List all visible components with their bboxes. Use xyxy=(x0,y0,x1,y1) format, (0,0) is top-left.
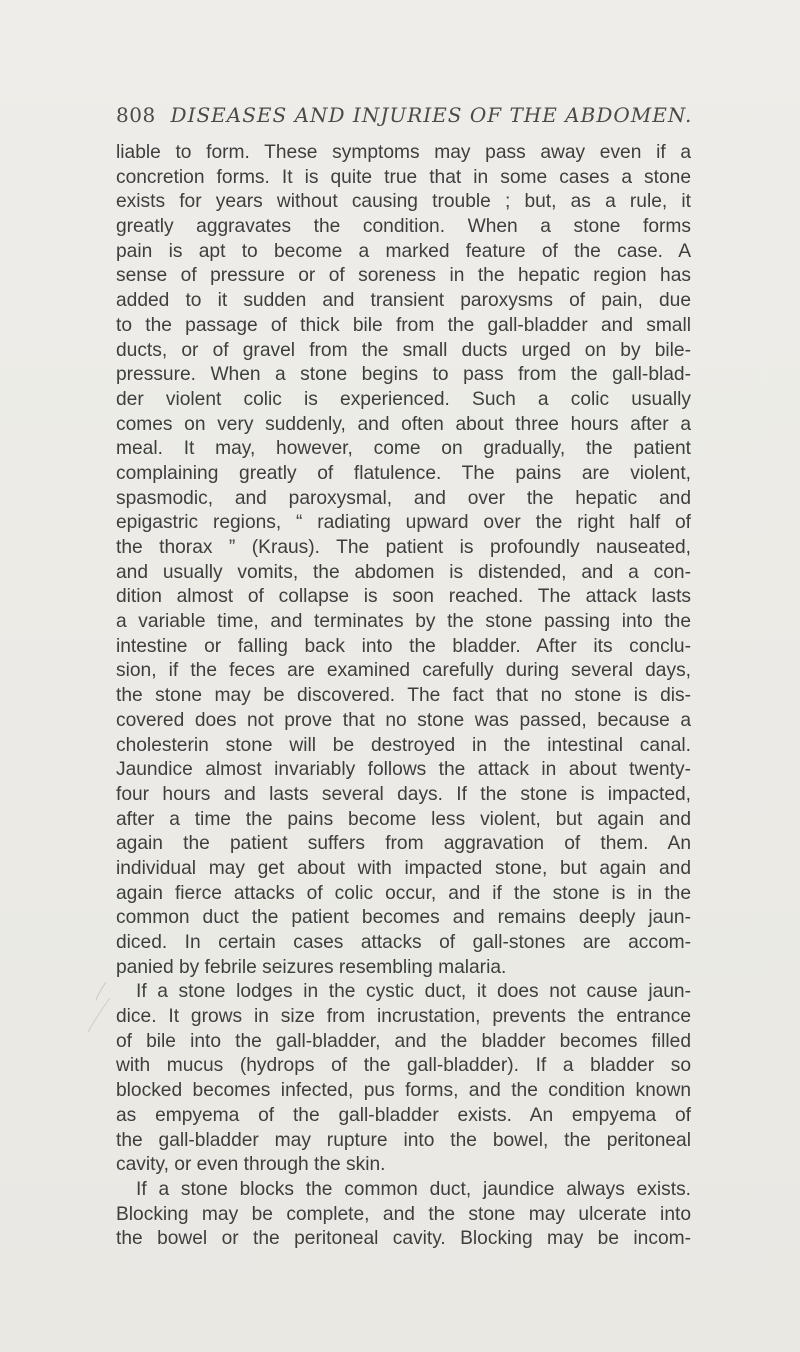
text-line: the gall-bladder may rupture into the bowel, the peritoneal xyxy=(116,1129,691,1151)
text-line: the thorax ” (Kraus). The patient is profoundly nauseated, xyxy=(116,537,691,558)
text-line: diced. In certain cases attacks of gall-stones are accom- xyxy=(116,932,691,953)
text-line: complaining greatly of flatulence. The pains are violent, xyxy=(116,462,691,484)
text-line: meal. It may, however, come on gradually, the patient xyxy=(116,438,691,460)
text-line: dice. It grows in size from incrustation, prevents the entrance xyxy=(116,1006,691,1028)
text-line: pressure. When a stone begins to pass from the gall-blad- xyxy=(116,364,691,386)
text-line: individual may get about with impacted stone, but again and xyxy=(116,857,691,879)
text-line: and usually vomits, the abdomen is distended, and a con- xyxy=(116,561,691,583)
text-line: Jaundice almost invariably follows the attack in about twenty- xyxy=(116,759,691,781)
text-line: comes on very suddenly, and often about three hours after a xyxy=(116,413,691,435)
text-line: greatly aggravates the condition. When a stone forms xyxy=(116,216,691,238)
text-line: blocked becomes infected, pus forms, and the condition known xyxy=(116,1080,691,1102)
text-line: cavity, or even through the skin. xyxy=(116,1154,386,1176)
text-line: sense of pressure or of soreness in the hepatic region has xyxy=(116,265,691,287)
text-line: as empyema of the gall-bladder exists. An empyema of xyxy=(116,1104,691,1126)
running-head-title: DISEASES AND INJURIES OF THE ABDOMEN. xyxy=(170,103,693,127)
text-line: der violent colic is experienced. Such a colic usually xyxy=(116,388,691,410)
text-line: If a stone lodges in the cystic duct, it does not cause jaun- xyxy=(136,981,691,1003)
text-line: covered does not prove that no stone was passed, because a xyxy=(116,709,691,731)
margin-pencil-mark xyxy=(84,980,114,1040)
text-line: the stone may be discovered. The fact that no stone is dis- xyxy=(116,685,691,707)
text-line: again the patient suffers from aggravation of them. An xyxy=(116,833,691,855)
text-line: four hours and lasts several days. If the stone is impacted, xyxy=(116,783,691,805)
text-line: a variable time, and terminates by the stone passing into the xyxy=(116,611,691,633)
text-line: added to it sudden and transient paroxysms of pain, due xyxy=(116,290,691,312)
text-line: panied by febrile seizures resembling malaria. xyxy=(116,956,507,978)
text-line: common duct the patient becomes and remains deeply jaun- xyxy=(116,907,691,929)
text-line: cholesterin stone will be destroyed in the intestinal canal. xyxy=(116,734,691,756)
text-line: intestine or falling back into the bladder. After its conclu- xyxy=(116,635,691,657)
page-number: 808 xyxy=(116,103,156,127)
text-line: concretion forms. It is quite true that in some cases a stone xyxy=(116,166,691,188)
text-line: to the passage of thick bile from the gall-bladder and small xyxy=(116,314,691,336)
text-line: again fierce attacks of colic occur, and if the stone is in the xyxy=(116,882,691,904)
text-line: with mucus (hydrops of the gall-bladder). If a bladder so xyxy=(116,1055,691,1077)
text-line: spasmodic, and paroxysmal, and over the hepatic and xyxy=(116,487,691,509)
text-line: after a time the pains become less violent, but again and xyxy=(116,808,691,830)
text-line: the bowel or the peritoneal cavity. Blocking may be incom- xyxy=(116,1228,691,1250)
body-text xyxy=(116,141,691,1252)
text-line: Blocking may be complete, and the stone may ulcerate into xyxy=(116,1203,691,1225)
text-line: If a stone blocks the common duct, jaundice always exists. xyxy=(136,1178,691,1200)
text-line: liable to form. These symptoms may pass away even if a xyxy=(116,142,691,163)
text-line: of bile into the gall-bladder, and the bladder becomes filled xyxy=(116,1030,691,1052)
text-line: ducts, or of gravel from the small ducts urged on by bile- xyxy=(116,339,691,361)
text-line: dition almost of collapse is soon reached. The attack lasts xyxy=(116,586,691,608)
text-line: pain is apt to become a marked feature of the case. A xyxy=(116,240,691,262)
running-head xyxy=(116,103,716,127)
text-line: exists for years without causing trouble ; but, as a rule, it xyxy=(116,191,691,213)
text-line: sion, if the feces are examined carefully during several days, xyxy=(116,660,691,682)
text-line: epigastric regions, “ radiating upward over the right half of xyxy=(116,512,691,534)
